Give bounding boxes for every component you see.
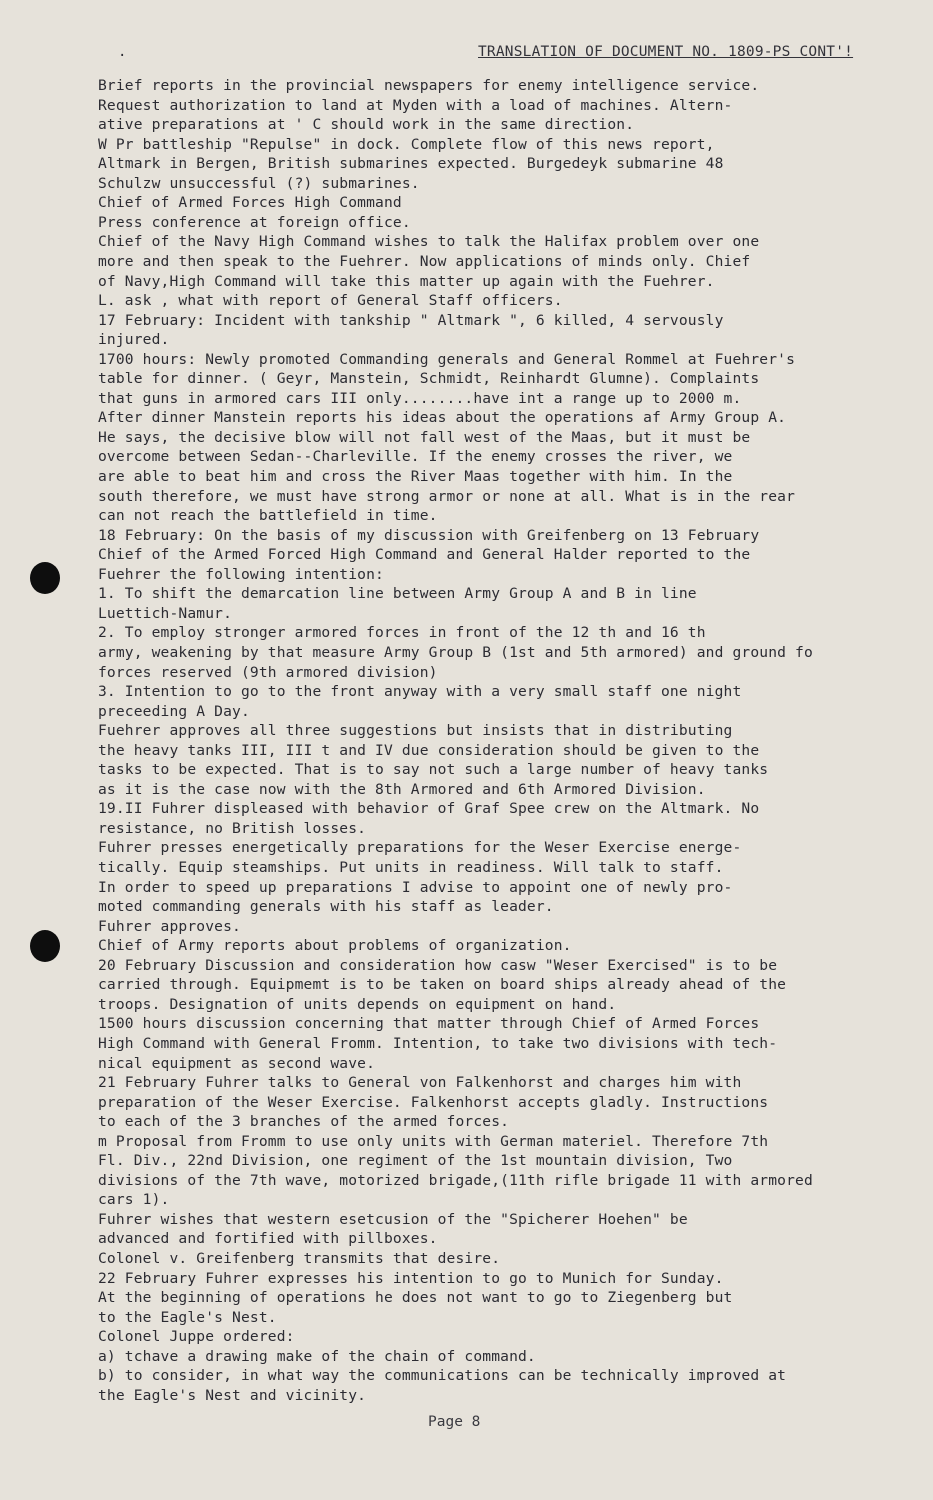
- text-line: 2. To employ stronger armored forces in front of the 12 th and 16 th: [98, 624, 706, 642]
- text-line: High Command with General Fromm. Intention, to take two divisions with tech-: [98, 1034, 778, 1052]
- text-line: army, weakening by that measure Army Group B (1st and 5th armored) and ground fo: [98, 643, 813, 661]
- text-line: 17 February: Incident with tankship " Altmark ", 6 killed, 4 servously: [98, 311, 724, 329]
- text-line: Chief of the Navy High Command wishes to talk the Halifax problem over one: [98, 233, 760, 251]
- text-line: moted commanding generals with his staff as leader.: [98, 898, 554, 916]
- text-line: m Proposal from Fromm to use only units with German materiel. Therefore 7th: [98, 1132, 769, 1150]
- text-line: Chief of Armed Forces High Command: [98, 194, 402, 212]
- text-line: Fl. Div., 22nd Division, one regiment of the 1st mountain division, Two: [98, 1152, 733, 1170]
- text-line: Request authorization to land at Myden with a load of machines. Altern-: [98, 96, 733, 114]
- text-line: Press conference at foreign office.: [98, 213, 411, 231]
- text-line: preceeding A Day.: [98, 702, 250, 720]
- text-line: 20 February Discussion and consideration how casw "Weser Exercised" is to be: [98, 956, 778, 974]
- text-line: Fuhrer presses energetically preparations for the Weser Exercise energe-: [98, 839, 742, 857]
- text-line: 1700 hours: Newly promoted Commanding generals and General Rommel at Fuehrer's: [98, 350, 796, 368]
- text-line: 1. To shift the demarcation line between Army Group A and B in line: [98, 585, 697, 603]
- document-title: TRANSLATION OF DOCUMENT NO. 1809-PS CONT'!: [478, 44, 854, 60]
- text-line: injured.: [98, 331, 170, 349]
- text-line: In order to speed up preparations I advise to appoint one of newly pro-: [98, 878, 733, 896]
- text-line: Chief of Army reports about problems of organization.: [98, 937, 572, 955]
- text-line: preparation of the Weser Exercise. Falkenhorst accepts gladly. Instructions: [98, 1093, 769, 1111]
- text-line: cars 1).: [98, 1191, 170, 1209]
- text-line: to the Eagle's Nest.: [98, 1308, 277, 1326]
- text-line: advanced and fortified with pillboxes.: [98, 1230, 438, 1248]
- text-line: At the beginning of operations he does not want to go to Ziegenberg but: [98, 1289, 733, 1307]
- text-line: the Eagle's Nest and vicinity.: [98, 1386, 367, 1404]
- text-line: carried through. Equipmemt is to be taken on board ships already ahead of the: [98, 976, 787, 994]
- text-line: table for dinner. ( Geyr, Manstein, Schmidt, Reinhardt Glumne). Complaints: [98, 370, 760, 388]
- text-line: Colonel Juppe ordered:: [98, 1328, 295, 1346]
- text-line: 21 February Fuhrer talks to General von Falkenhorst and charges him with: [98, 1074, 742, 1092]
- text-line: Altmark in Bergen, British submarines expected. Burgedeyk submarine 48: [98, 155, 724, 173]
- text-line: L. ask , what with report of General Staff officers.: [98, 292, 563, 310]
- text-line: can not reach the battlefield in time.: [98, 507, 438, 525]
- text-line: south therefore, we must have strong armor or none at all. What is in the rear: [98, 487, 796, 505]
- text-line: Fuehrer approves all three suggestions but insists that in distributing: [98, 722, 733, 740]
- document-body: [0, 76, 933, 1406]
- text-line: nical equipment as second wave.: [98, 1054, 376, 1072]
- text-line: 1500 hours discussion concerning that matter through Chief of Armed Forces: [98, 1015, 760, 1033]
- text-line: tically. Equip steamships. Put units in readiness. Will talk to staff.: [98, 859, 724, 876]
- text-line: overcome between Sedan--Charleville. If the enemy crosses the river, we: [98, 448, 733, 466]
- text-line: Schulzw unsuccessful (?) submarines.: [98, 174, 420, 192]
- text-line: are able to beat him and cross the River Maas together with him. In the: [98, 468, 733, 485]
- text-line: Luettich-Namur.: [98, 604, 233, 622]
- text-line: troops. Designation of units depends on equipment on hand.: [98, 995, 617, 1013]
- text-line: a) tchave a drawing make of the chain of command.: [98, 1347, 536, 1365]
- text-line: After dinner Manstein reports his ideas about the operations af Army Group A.: [98, 409, 787, 427]
- text-line: that guns in armored cars III only........have int a range up to 2000 m.: [98, 389, 742, 407]
- text-line: Colonel v. Greifenberg transmits that desire.: [98, 1250, 501, 1267]
- text-line: 19.II Fuhrer displeased with behavior of Graf Spee crew on the Altmark. No: [98, 800, 760, 818]
- text-line: 22 February Fuhrer expresses his intention to go to Munich for Sunday.: [98, 1269, 724, 1287]
- text-line: 3. Intention to go to the front anyway with a very small staff one night: [98, 683, 742, 701]
- text-line: Fuhrer wishes that western esetcusion of the "Spicherer Hoehen" be: [98, 1210, 688, 1228]
- text-line: to each of the 3 branches of the armed forces.: [98, 1113, 510, 1131]
- text-line: He says, the decisive blow will not fall west of the Maas, but it must be: [98, 428, 751, 446]
- text-line: more and then speak to the Fuehrer. Now applications of minds only. Chief: [98, 252, 751, 270]
- text-line: 18 February: On the basis of my discussion with Greifenberg on 13 February: [98, 526, 760, 544]
- header-mark: .: [118, 44, 127, 60]
- text-line: Fuehrer the following intention:: [98, 565, 384, 583]
- page-number: Page 8: [428, 1414, 481, 1430]
- text-line: ative preparations at ' C should work in the same direction.: [98, 116, 635, 134]
- text-line: of Navy,High Command will take this matter up again with the Fuehrer.: [98, 272, 715, 290]
- text-line: resistance, no British losses.: [98, 819, 367, 837]
- text-line: the heavy tanks III, III t and IV due consideration should be given to the: [98, 741, 760, 759]
- text-line: Fuhrer approves.: [98, 917, 241, 935]
- text-line: as it is the case now with the 8th Armored and 6th Armored Division.: [98, 780, 706, 798]
- text-line: W Pr battleship "Repulse" in dock. Complete flow of this news report,: [98, 135, 715, 153]
- text-line: Brief reports in the provincial newspapers for enemy intelligence service.: [98, 77, 760, 94]
- text-line: forces reserved (9th armored division): [98, 663, 438, 681]
- text-line: Chief of the Armed Forced High Command and General Halder reported to the: [98, 546, 751, 564]
- text-line: divisions of the 7th wave, motorized brigade,(11th rifle brigade 11 with armored: [98, 1171, 813, 1189]
- text-line: b) to consider, in what way the communications can be technically improved at: [98, 1367, 787, 1385]
- text-line: tasks to be expected. That is to say not such a large number of heavy tanks: [98, 761, 769, 779]
